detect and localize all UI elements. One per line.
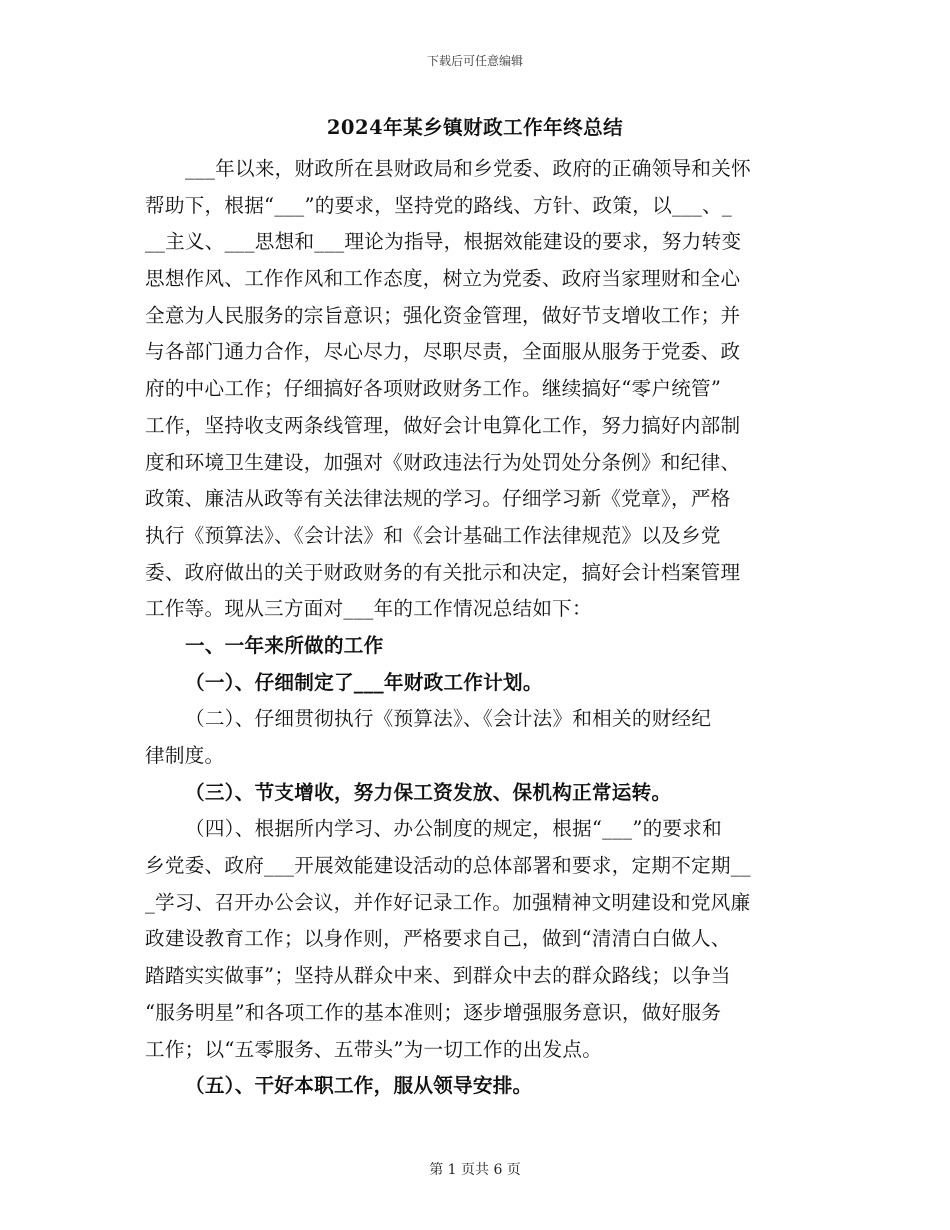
paragraph-line: 乡党委、政府___开展效能建设活动的总体部署和要求，定期不定期__ xyxy=(145,854,751,878)
paragraph-line: __主义、___思想和___理论为指导，根据效能建设的要求，努力转变 xyxy=(145,230,742,254)
section-heading-line: （一）、仔细制定了___年财政工作计划。 xyxy=(185,670,543,694)
paragraph-line: “服务明星”和各项工作的基本准则；逐步增强服务意识，做好服务 xyxy=(145,1000,722,1024)
header-note: 下载后可任意编辑 xyxy=(426,54,523,68)
section-heading-line: 一、一年来所做的工作 xyxy=(185,633,384,657)
document-body xyxy=(145,151,807,1105)
paragraph-line: 与各部门通力合作，尽心尽力，尽职尽责，全面服从服务于党委、政 xyxy=(145,340,741,364)
paragraph-line: _学习、召开办公会议，并作好记录工作。加强精神文明建设和党风廉 xyxy=(145,890,751,914)
page-footer: 第 1 页共 6 页 xyxy=(429,1162,521,1178)
paragraph-line: 工作，坚持收支两条线管理，做好会计电算化工作，努力搞好内部制 xyxy=(145,413,741,437)
paragraph-line: 度和环境卫生建设，加强对《财政违法行为处罚处分条例》和纪律、 xyxy=(145,450,741,474)
paragraph-line: 政策、廉洁从政等有关法律法规的学习。仔细学习新《党章》，严格 xyxy=(145,487,731,511)
paragraph-line: 律制度。 xyxy=(145,744,225,767)
document-title: 2024年某乡镇财政工作年终总结 xyxy=(326,116,624,139)
paragraph-line: 思想作风、工作作风和工作态度，树立为党委、政府当家理财和全心 xyxy=(145,267,741,291)
paragraph-line: （二）、仔细贯彻执行《预算法》、《会计法》和相关的财经纪 xyxy=(185,707,712,731)
paragraph-line: 政建设教育工作；以身作则，严格要求自己，做到“清清白白做人、 xyxy=(145,927,731,951)
paragraph-line: 踏踏实实做事”；坚持从群众中来、到群众中去的群众路线；以争当 xyxy=(145,964,731,988)
section-heading-line: （三）、节支增收，努力保工资发放、保机构正常运转。 xyxy=(185,780,672,804)
section-heading-line: （五）、干好本职工作，服从领导安排。 xyxy=(185,1074,533,1098)
paragraph-line: 全意为人民服务的宗旨意识；强化资金管理，做好节支增收工作；并 xyxy=(145,303,741,327)
paragraph-line: 工作等。现从三方面对___年的工作情况总结如下： xyxy=(145,597,592,621)
paragraph-line: （四）、根据所内学习、办公制度的规定，根据“___”的要求和 xyxy=(185,817,722,841)
paragraph-line: 执行《预算法》、《会计法》和《会计基础工作法律规范》以及乡党 xyxy=(145,523,721,547)
paragraph-line: ___年以来，财政所在县财政局和乡党委、政府的正确领导和关怀 xyxy=(185,157,751,180)
paragraph-line: 工作；以“五零服务、五带头”为一切工作的出发点。 xyxy=(145,1037,603,1061)
paragraph-line: 府的中心工作；仔细搞好各项财政财务工作。继续搞好“零户统管” xyxy=(145,377,722,401)
paragraph-line: 帮助下，根据“___”的要求，坚持党的路线、方针、政策，以___、_ xyxy=(145,193,732,217)
paragraph-line: 委、政府做出的关于财政财务的有关批示和决定，搞好会计档案管理 xyxy=(145,560,741,584)
